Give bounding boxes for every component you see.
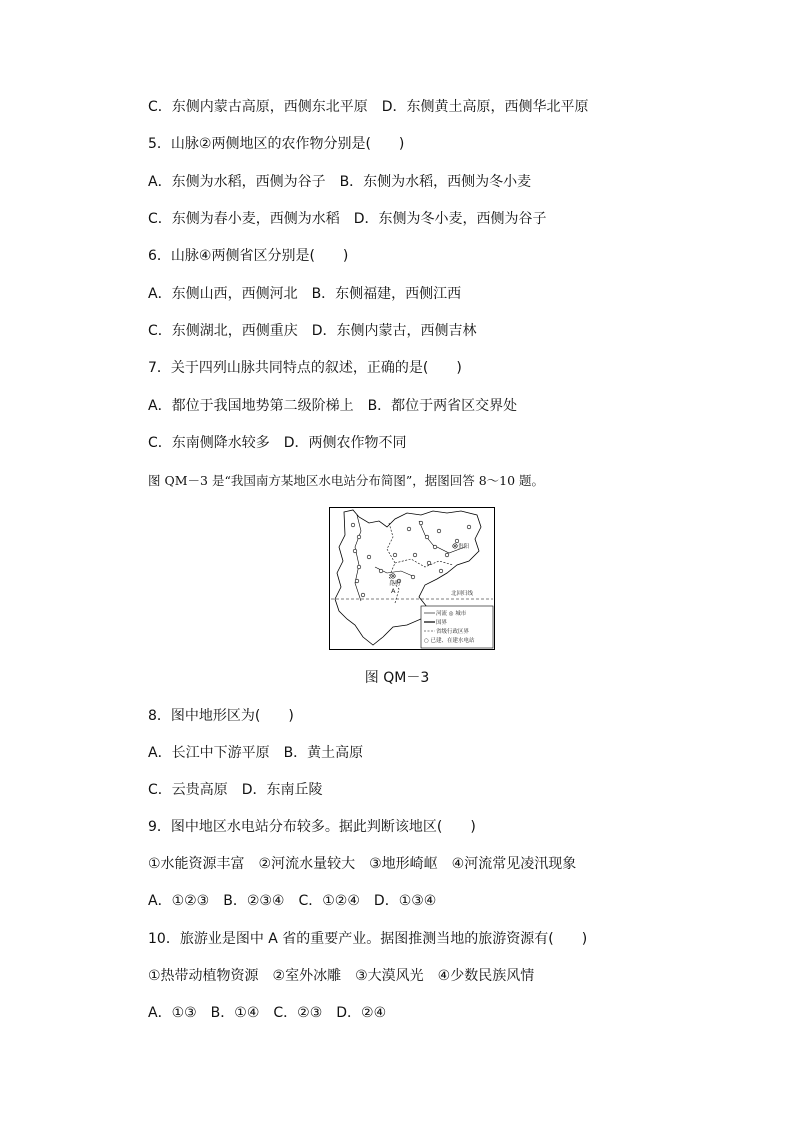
svg-text:○ 已建、在建水电站: ○ 已建、在建水电站	[424, 638, 475, 644]
question-10-options: A．①③ B．①④ C．②③ D．②④	[148, 1005, 387, 1021]
question-9-statements: ①水能资源丰富 ②河流水量较大 ③地形崎岖 ④河流常见凌汛现象	[148, 856, 577, 872]
svg-text:河流 ◎ 城市: 河流 ◎ 城市	[436, 611, 467, 617]
question-5-stem: 5．山脉②两侧地区的农作物分别是( )	[148, 136, 405, 152]
question-10-stem: 10．旅游业是图中 A 省的重要产业。据图推测当地的旅游资源有( )	[148, 931, 588, 947]
figure-caption: 图 QM－3	[364, 670, 430, 686]
question-7-options-cd: C．东南侧降水较多 D．两侧农作物不同	[148, 435, 407, 451]
svg-text:国界: 国界	[436, 620, 448, 626]
city-guiyang-dot	[454, 545, 456, 547]
city-kunming-label: 昆明	[389, 581, 401, 587]
map-legend	[421, 606, 493, 648]
tropic-label: 北回归线	[451, 591, 474, 597]
question-8-stem: 8．图中地形区为( )	[148, 708, 294, 724]
question-text-line: C．东侧内蒙古高原，西侧东北平原 D．东侧黄土高原，西侧华北平原	[148, 99, 589, 115]
question-10-statements: ①热带动植物资源 ②室外冰雕 ③大漠风光 ④少数民族风情	[148, 968, 535, 984]
question-8-options-cd: C．云贵高原 D．东南丘陵	[148, 782, 323, 798]
question-6-options-cd: C．东侧湖北，西侧重庆 D．东侧内蒙古，西侧吉林	[148, 323, 477, 339]
province-a-label: A	[391, 587, 396, 595]
question-5-options-ab: A．东侧为水稻，西侧为谷子 B．东侧为水稻，西侧为冬小麦	[148, 174, 532, 190]
question-7-options-ab: A．都位于我国地势第二级阶梯上 B．都位于两省区交界处	[148, 398, 518, 414]
city-guiyang-label: 贵阳	[458, 544, 470, 550]
question-5-options-cd: C．东侧为春小麦，西侧为水稻 D．东侧为冬小麦，西侧为谷子	[148, 211, 547, 227]
question-6-options-ab: A．东侧山西，西侧河北 B．东侧福建，西侧江西	[148, 286, 462, 302]
city-kunming-dot	[392, 575, 394, 577]
question-7-stem: 7．关于四列山脉共同特点的叙述，正确的是( )	[148, 360, 462, 376]
hydropower-map	[329, 507, 495, 650]
figure-intro: 图 QM－3 是“我国南方某地区水电站分布简图”，据图回答 8～10 题。	[148, 473, 545, 488]
svg-text:省级行政区界: 省级行政区界	[436, 629, 470, 635]
question-9-options: A．①②③ B．②③④ C．①②④ D．①③④	[148, 893, 437, 909]
question-9-stem: 9．图中地区水电站分布较多。据此判断该地区( )	[148, 819, 476, 835]
question-6-stem: 6．山脉④两侧省区分别是( )	[148, 248, 349, 264]
question-8-options-ab: A．长江中下游平原 B．黄土高原	[148, 745, 364, 761]
